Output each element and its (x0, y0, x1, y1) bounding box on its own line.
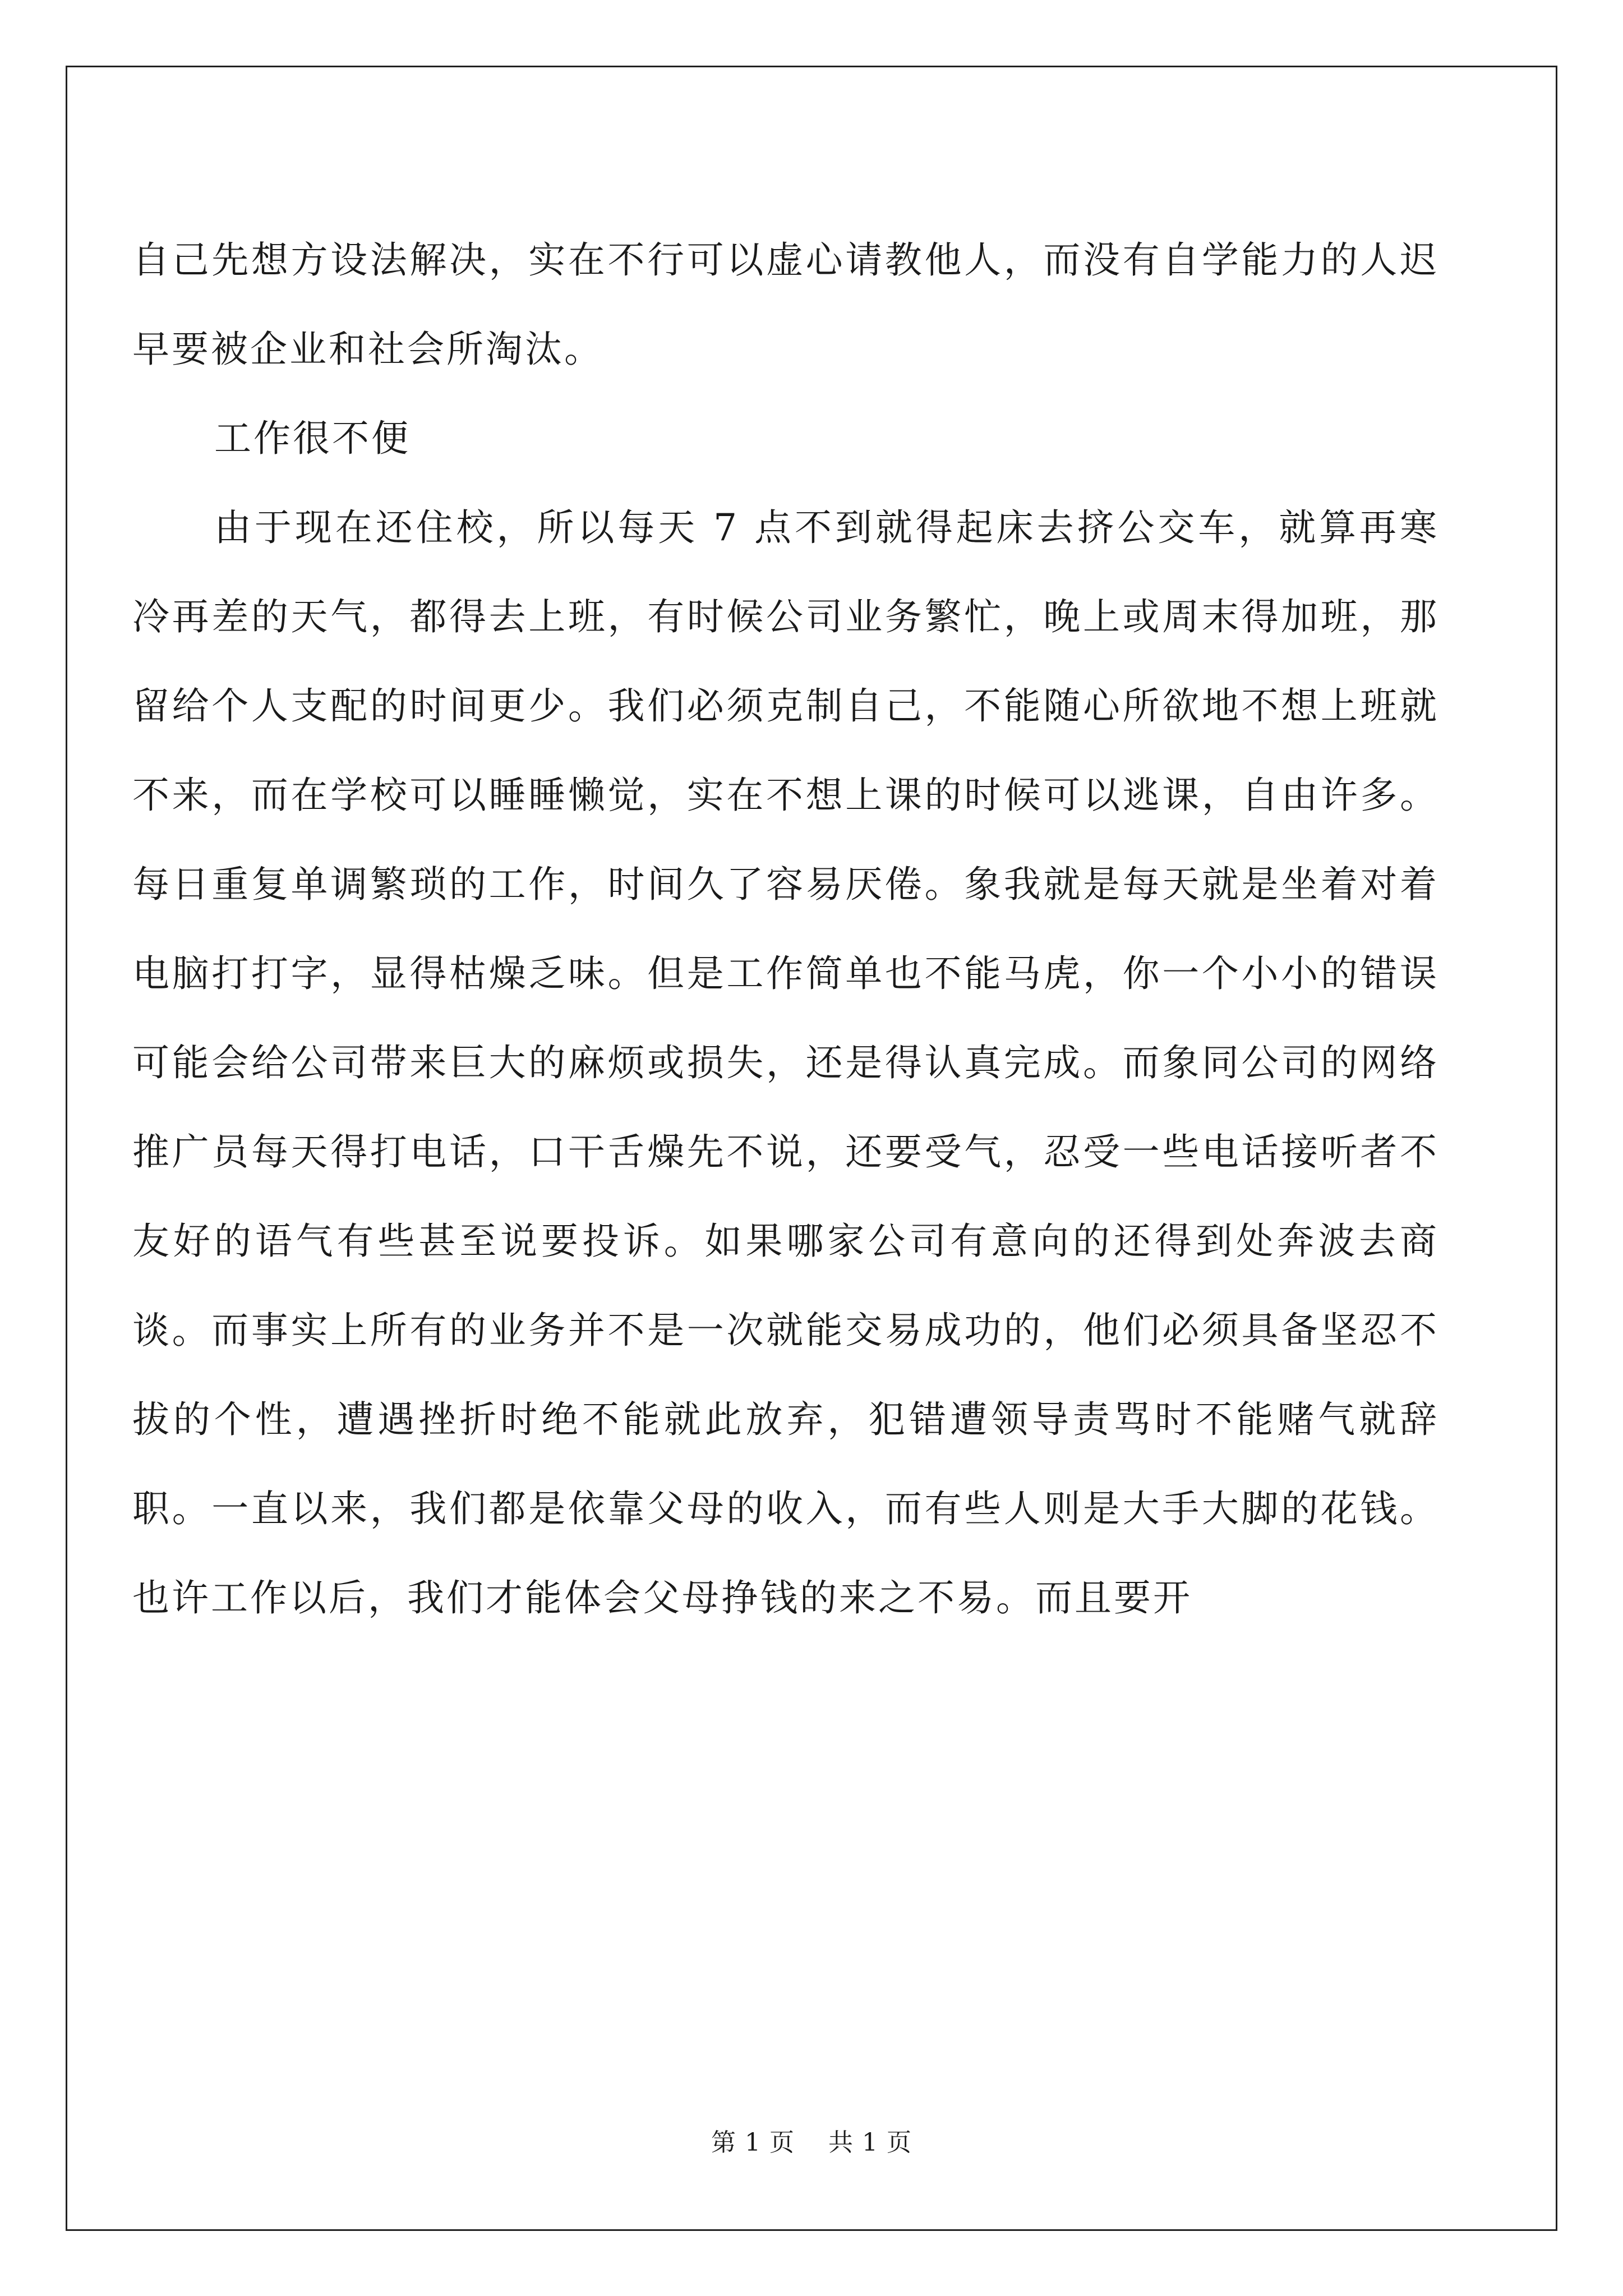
section-heading: 工作很不便 (214, 417, 411, 460)
page-total: 共 1 页 (828, 2128, 912, 2157)
paragraph-main: 由于现在还住校，所以每天 7 点不到就得起床去挤公交车，就算再寒冷再差的天气，都得去上班，有时候公司业务繁忙，晚上或周末得加班，那留给个人支配的时间更少。我们必须克制自己，不能随心所欲地不想上班就不来，而在学校可以睡睡懒觉，实在不想上课的时候可以逃课，自由许多。每日重复单调繁琐的工作，时间久了容易厌倦。象我就是每天就是坐着对着电脑打打字，显得枯燥乏味。但是工作简单也不能马虎，你一个小小的错误可能会给公司带来巨大的麻烦或损失，还是得认真完成。而象同公司的网络推广员每天得打电话，口干舌燥先不说，还要受气，忍受一些电话接听者不友好的语气有些甚至说要投诉。如果哪家公司有意向的还得到处奔波去商谈。而事实上所有的业务并不是一次就能交易成功的，他们必须具备坚忍不拔的个性，遭遇挫折时绝不能就此放弃，犯错遭领导责骂时不能赌气就辞职。一直以来，我们都是依靠父母的收入，而有些人则是大手大脚的花钱。也许工作以后，我们才能体会父母挣钱的来之不易。而且要开 (132, 506, 1439, 1619)
document-body (132, 215, 1439, 1642)
paragraph-continuation: 自己先想方设法解决，实在不行可以虚心请教他人，而没有自学能力的人迟早要被企业和社会所淘汰。 (132, 238, 1439, 371)
page-footer (0, 2126, 1623, 2160)
page-number: 第 1 页 (711, 2128, 795, 2157)
